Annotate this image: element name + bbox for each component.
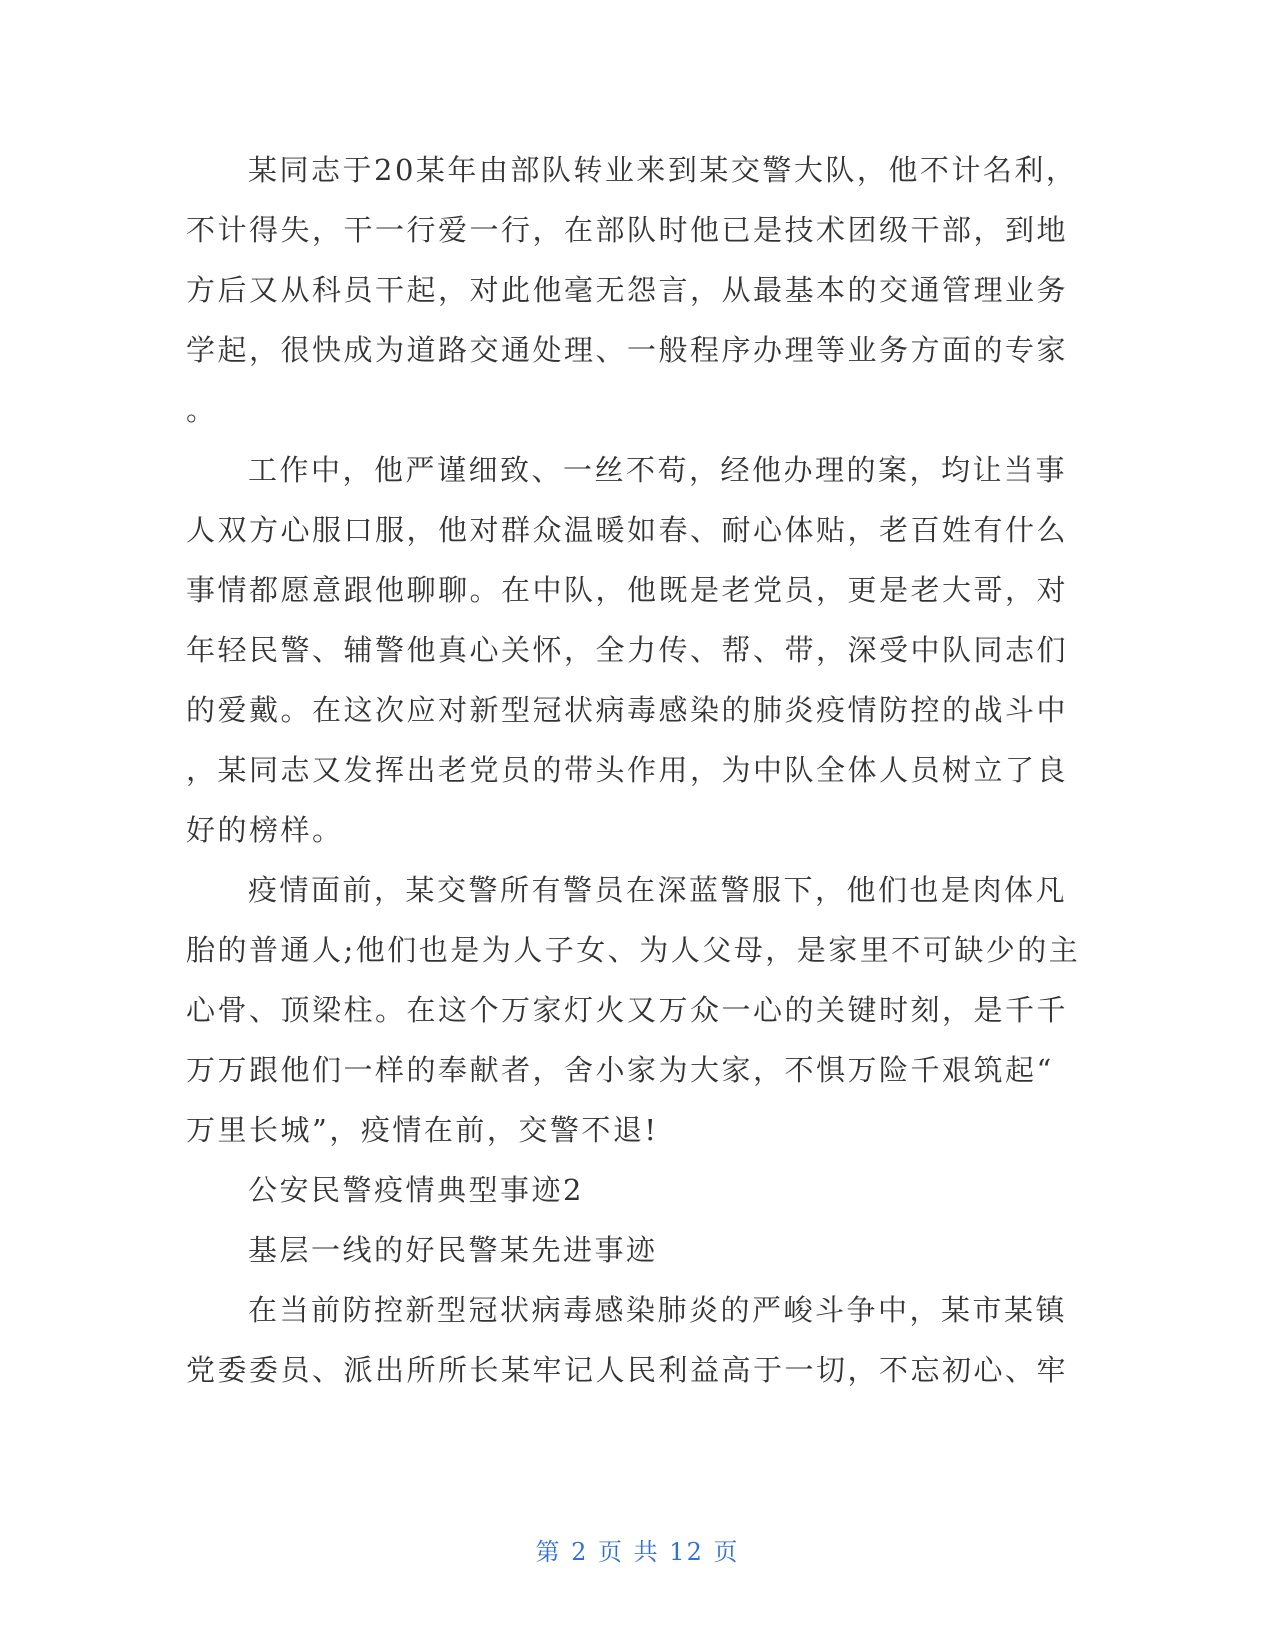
paragraph-3-line-3: 心骨、顶梁柱。在这个万家灯火又万众一心的关键时刻，是千千 — [186, 993, 1069, 1027]
paragraph-1-line-4: 学起，很快成为道路交通处理、一般程序办理等业务方面的专家 — [186, 333, 1069, 367]
paragraph-3-line-4: 万万跟他们一样的奉献者，舍小家为大家，不惧万险千艰筑起“ — [186, 1053, 1054, 1087]
paragraph-3-line-2: 胎的普通人;他们也是为人子女、为人父母，是家里不可缺少的主 — [186, 933, 1081, 967]
paragraph-2-line-5: 的爱戴。在这次应对新型冠状病毒感染的肺炎疫情防控的战斗中 — [186, 693, 1069, 727]
paragraph-1-line-2: 不计得失，干一行爱一行，在部队时他已是技术团级干部，到地 — [186, 213, 1069, 247]
paragraph-6-line-1: 在当前防控新型冠状病毒感染肺炎的严峻斗争中，某市某镇 — [248, 1293, 1068, 1327]
paragraph-2-line-7: 好的榜样。 — [186, 813, 344, 847]
document-body — [186, 140, 1081, 1400]
paragraph-1-line-3: 方后又从科员干起，对此他毫无怨言，从最基本的交通管理业务 — [186, 273, 1069, 307]
paragraph-2-line-2: 人双方心服口服，他对群众温暖如春、耐心体贴，老百姓有什么 — [186, 513, 1069, 547]
section-subheading: 基层一线的好民警某先进事迹 — [248, 1233, 658, 1267]
paragraph-3-line-1: 疫情面前，某交警所有警员在深蓝警服下，他们也是肉体凡 — [248, 873, 1068, 907]
paragraph-2-line-4: 年轻民警、辅警他真心关怀，全力传、帮、带，深受中队同志们 — [186, 633, 1069, 667]
paragraph-6-line-2: 党委委员、派出所所长某牢记人民利益高于一切，不忘初心、牢 — [186, 1353, 1069, 1387]
section-heading: 公安民警疫情典型事迹2 — [248, 1173, 584, 1207]
paragraph-1-line-1: 某同志于20某年由部队转业来到某交警大队，他不计名利， — [248, 153, 1078, 187]
paragraph-2-line-3: 事情都愿意跟他聊聊。在中队，他既是老党员，更是老大哥，对 — [186, 573, 1069, 607]
paragraph-2-line-1: 工作中，他严谨细致、一丝不苟，经他办理的案，均让当事 — [248, 453, 1068, 487]
paragraph-2-line-6: ，某同志又发挥出老党员的带头作用，为中队全体人员树立了良 — [186, 753, 1069, 787]
paragraph-1-line-5: 。 — [186, 393, 218, 427]
page-number-footer: 第 2 页 共 12 页 — [535, 1538, 740, 1566]
paragraph-3-line-5: 万里长城”，疫情在前，交警不退! — [186, 1113, 659, 1147]
